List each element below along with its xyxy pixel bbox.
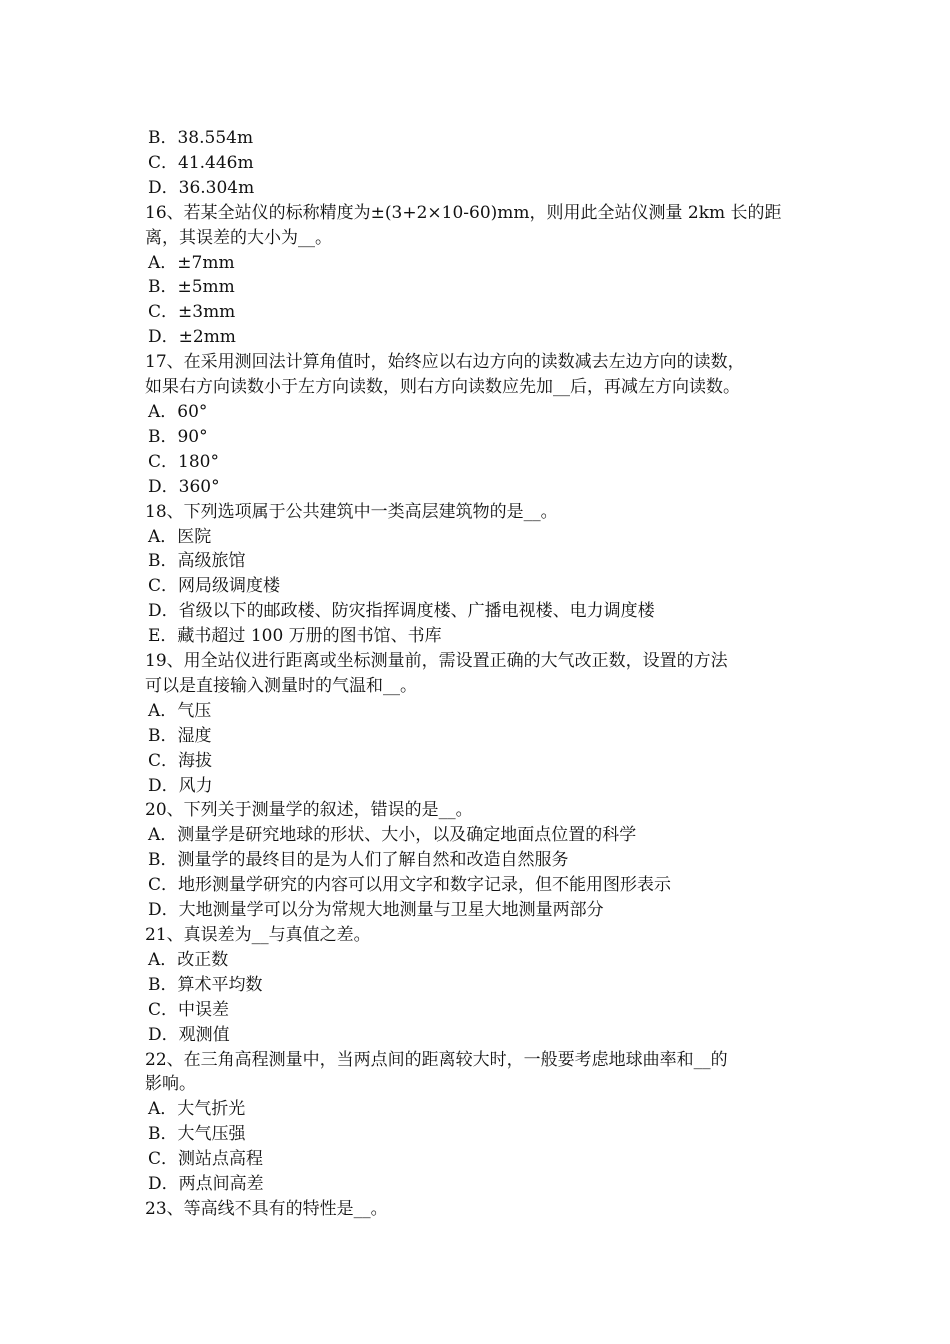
answer-option-line: A．大气折光 <box>148 1099 246 1120</box>
answer-option-line: A．改正数 <box>148 949 229 970</box>
answer-option-line: C．中误差 <box>148 999 230 1020</box>
question-text-line: 17、在采用测回法计算角值时，始终应以右边方向的读数减去左边方向的读数， <box>145 352 745 373</box>
answer-option-line: D．36.304m <box>148 177 255 198</box>
answer-option-line: D．±2mm <box>148 327 236 348</box>
question-text-line: 16、若某全站仪的标称精度为±(3+2×10-60)mm，则用此全站仪测量 2km 长的距 <box>145 202 782 223</box>
answer-option-line: A．±7mm <box>148 252 235 273</box>
answer-option-line: B．90° <box>148 426 208 447</box>
question-text-line: 18、下列选项属于公共建筑中一类高层建筑物的是__。 <box>145 501 558 522</box>
answer-option-line: C．±3mm <box>148 302 236 323</box>
answer-option-line: B．算术平均数 <box>148 974 263 995</box>
answer-option-line: A．测量学是研究地球的形状、大小，以及确定地面点位置的科学 <box>148 825 637 846</box>
answer-option-line: A．气压 <box>148 700 212 721</box>
document-body <box>145 126 815 1222</box>
question-text-line: 如果右方向读数小于左方向读数，则右方向读数应先加__后，再减左方向读数。 <box>145 377 740 398</box>
answer-option-line: C．测站点高程 <box>148 1149 264 1170</box>
question-text-line: 可以是直接输入测量时的气温和__。 <box>145 675 417 696</box>
answer-option-line: D．省级以下的邮政楼、防灾指挥调度楼、广播电视楼、电力调度楼 <box>148 601 655 622</box>
answer-option-line: E．藏书超过 100 万册的图书馆、书库 <box>148 626 442 647</box>
answer-option-line: A．60° <box>148 401 208 422</box>
answer-option-line: D．两点间高差 <box>148 1174 264 1195</box>
answer-option-line: D．风力 <box>148 775 213 796</box>
answer-option-line: B．高级旅馆 <box>148 551 246 572</box>
answer-option-line: D．360° <box>148 476 220 497</box>
answer-option-line: D．观测值 <box>148 1024 230 1045</box>
question-text-line: 21、真误差为__与真值之差。 <box>145 925 371 945</box>
answer-option-line: C．海拔 <box>148 750 213 771</box>
answer-option-line: C．网局级调度楼 <box>148 576 281 597</box>
answer-option-line: C．180° <box>148 451 219 472</box>
answer-option-line: B．38.554m <box>148 128 254 148</box>
question-text-line: 20、下列关于测量学的叙述，错误的是__。 <box>145 800 473 821</box>
question-text-line: 19、用全站仪进行距离或坐标测量前，需设置正确的大气改正数，设置的方法 <box>145 651 728 672</box>
answer-option-line: D．大地测量学可以分为常规大地测量与卫星大地测量两部分 <box>148 900 604 921</box>
question-text-line: 离，其误差的大小为__。 <box>145 227 332 248</box>
answer-option-line: A．医院 <box>148 526 212 547</box>
question-text-line: 22、在三角高程测量中，当两点间的距离较大时，一般要考虑地球曲率和__的 <box>145 1049 728 1070</box>
answer-option-line: C．41.446m <box>148 152 254 173</box>
question-text-line: 23、等高线不具有的特性是__。 <box>145 1198 388 1219</box>
question-text-line: 影响。 <box>145 1074 196 1095</box>
answer-option-line: B．±5mm <box>148 277 235 298</box>
answer-option-line: B．湿度 <box>148 725 212 746</box>
answer-option-line: B．大气压强 <box>148 1124 246 1145</box>
answer-option-line: C．地形测量学研究的内容可以用文字和数字记录，但不能用图形表示 <box>148 875 672 896</box>
answer-option-line: B．测量学的最终目的是为人们了解自然和改造自然服务 <box>148 850 569 871</box>
